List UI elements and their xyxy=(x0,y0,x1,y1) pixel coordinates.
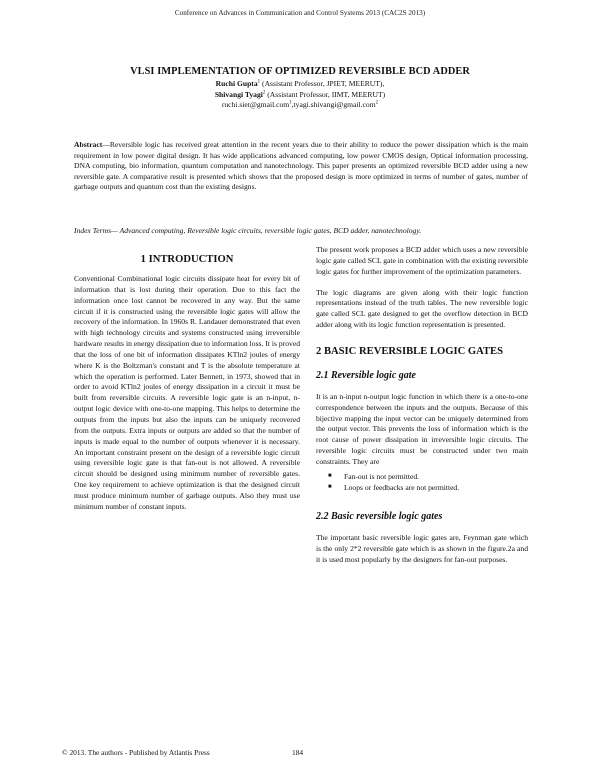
right-column xyxy=(316,245,528,565)
right-paragraph-1: The present work proposes a BCD adder which uses a new reversible logic gate called SCL gate in combination with the existing reversible logic gates for further improvement of the optimization parameters. xyxy=(316,245,528,276)
abstract xyxy=(74,140,528,193)
list-item: ■ Loops or feedbacks are not permitted. xyxy=(328,482,460,492)
paper-title: VLSI IMPLEMENTATION OF OPTIMIZED REVERSIBLE BCD ADDER xyxy=(130,66,470,77)
page-number: 184 xyxy=(292,748,304,757)
subsection-2-1-text: It is an n-input n-output logic function in which there is a one-to-one correspondence between the inputs and the outputs. Because of this bijective mapping the input vector can be uniquely determined from the output vector. This prevents the loss of information which is the root cause of power dissipation in irreversible logic circuits. The reversible logic circuits must be constructed under two main constraints. They are xyxy=(316,391,528,466)
author-block xyxy=(0,79,600,111)
author-emails xyxy=(0,100,600,111)
subsection-2-1-heading: 2.1 Reversible logic gate xyxy=(316,369,416,381)
right-paragraph-2: The logic diagrams are given along with their logic function representations instead of the truth tables. The new reversible logic gate called SCL gate designed to get the overflow detection in BCD adder along with its logic function representation is presented. xyxy=(316,287,528,330)
section-1-heading: 1 INTRODUCTION xyxy=(140,254,234,265)
intro-paragraph: Conventional Combinational logic circuits dissipate heat for every bit of information that is lost during their operation. Due to this fact the information once lost cannot be recovered in any way. But the same circuit if it is constructed using the reversible logic gates will allow the recovery of the information. In 1960s R. Landauer demonstrated that even with high technology circuits and systems constructed using irreversible hardware results in energy dissipation due to information loss. It is proved that the loss of one bit of information dissipates KTln2 joules of energy where K is the Boltzman's constant and T is the absolute temperature at which the operation is performed. Later Bennett, in 1973, showed that in order to avoid KTln2 joules of energy dissipation in a circuit it must be built from reversible circuits. A reversible logic gate is an n-input, n-output logic device with one-to-one mapping. This helps to determine the outputs from the inputs but also the inputs can be uniquely recovered from the outputs. Extra inputs or outputs are added so that the number of inputs is made equal to the number of outputs whenever it is necessary. An important constraint present on the design of a reversible logic circuit using reversible logic gate is that fan-out is not allowed. A reversible circuit should be designed using minimum number of reversible gates. One key requirement to achieve optimization is that the designed circuit must produce minimum number of garbage outputs. Also they must use minimum number of constant inputs. xyxy=(74,274,300,511)
footer-copyright: © 2013. The authors - Published by Atlantis Press xyxy=(62,748,210,757)
email-sup-2: 2 xyxy=(375,100,379,106)
list-item: ■ Fan-out is not permitted. xyxy=(328,471,420,481)
subsection-2-2-heading: 2.2 Basic reversible logic gates xyxy=(316,510,443,522)
subsection-2-2-text: The important basic reversible logic gates are, Feynman gate which is the only 2*2 reversible gate which is as shown in the figure.2a and it is used most popularly by the designers for fan-out purposes. xyxy=(316,532,528,564)
author-affiliation-2: (Assistant Professor, IIMT, MEERUT) xyxy=(265,89,386,99)
author-name-1: Ruchi Gupta xyxy=(215,79,258,88)
author-name-2: Shivangi Tyagi xyxy=(214,89,263,99)
author-affiliation-1: (Assistant Professor, JPIET, MEERUT), xyxy=(260,79,385,88)
index-terms: Index Terms— Advanced computing, Reversible logic circuits, reversible logic gates, BCD adder, nanotechnology. xyxy=(74,226,422,235)
constraints-list xyxy=(316,471,528,493)
author-line-1 xyxy=(0,79,600,90)
author-sup-2: 2 xyxy=(262,89,266,95)
email-1: ruchi.siet@gmail.com xyxy=(221,100,290,109)
left-column xyxy=(74,254,300,513)
bullet-icon: ■ xyxy=(328,472,332,479)
email-sup-1: 1 xyxy=(289,100,292,106)
author-line-2 xyxy=(0,90,600,101)
abstract-text: —Reversible logic has received great attention in the recent years due to their ability to reduce the power dissipation which is the main requirement in low power digital design. It has wide applications advanced computing, low power CMOS design, Optical information processing, DNA computing, bio information, quantum computation and nanotechnology. This paper presents an optimized reversible BCD adder using a new reversible gate. A comparative result is presented which shows that the proposed design is more optimized in terms of number of gates, number of garbage outputs and quantum cost than the existing designs. xyxy=(74,140,528,191)
section-2-heading: 2 BASIC REVERSIBLE LOGIC GATES xyxy=(316,345,504,357)
bullet-icon: ■ xyxy=(328,483,332,490)
abstract-label: Abstract xyxy=(74,140,103,149)
running-head: Conference on Advances in Communication and Control Systems 2013 (CAC2S 2013) xyxy=(174,9,426,17)
email-2: ,tyagi.shivangi@gmail.com xyxy=(291,100,376,109)
author-sup-1: 1 xyxy=(257,79,261,85)
